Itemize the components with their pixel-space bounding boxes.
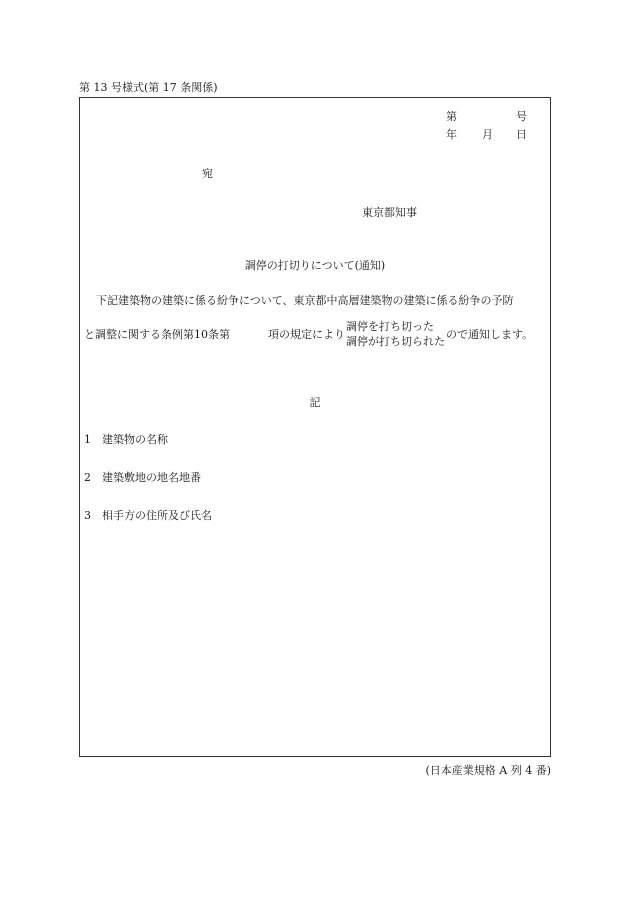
list-item: [84, 433, 168, 446]
body-text-part-2: 項の規定により: [268, 328, 345, 342]
addressee-suffix: 宛: [202, 167, 213, 180]
paper-size-note: (日本産業規格 A 列 4 番): [425, 764, 551, 777]
list-item-label: 相手方の住所及び氏名: [102, 509, 212, 522]
list-item: [84, 509, 212, 522]
body-text-line-1: 下記建築物の建築に係る紛争について、東京都中高層建築物の建築に係る紛争の予防: [96, 294, 514, 307]
document-number-prefix: 第: [446, 110, 457, 123]
list-item-number: 1: [84, 433, 91, 446]
list-item-label: 建築物の名称: [102, 433, 168, 446]
list-item: [84, 471, 201, 484]
list-item-label: 建築敷地の地名地番: [102, 471, 201, 484]
choice-upper: 調停を打ち切った: [346, 320, 434, 333]
body-text-line-2: [84, 320, 533, 350]
choice-lower: 調停が打ち切られた: [346, 334, 445, 348]
document-number-suffix: 号: [516, 110, 527, 123]
form-frame: [79, 97, 551, 757]
sender-name: 東京都知事: [362, 206, 417, 219]
ki-heading: 記: [309, 396, 321, 409]
form-number-label: 第 13 号様式(第 17 条関係): [79, 81, 218, 94]
list-item-number: 2: [84, 471, 91, 484]
document-subject: 調停の打切りについて(通知): [244, 259, 386, 272]
body-text-part-1: と調整に関する条例第10条第: [84, 328, 230, 342]
list-item-number: 3: [84, 509, 91, 522]
date-year-label: 年: [446, 128, 457, 141]
body-text-part-3: ので通知します。: [446, 328, 534, 342]
date-month-label: 月: [482, 128, 493, 141]
date-day-label: 日: [516, 128, 527, 141]
choice-stack: [346, 320, 445, 350]
